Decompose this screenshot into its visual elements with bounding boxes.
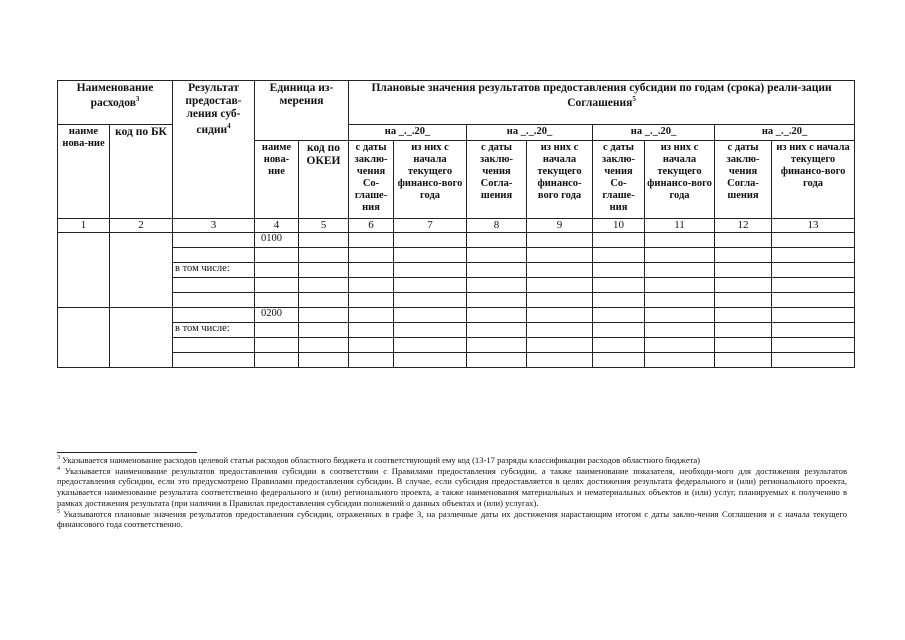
table-row (58, 323, 855, 338)
header-period-1: на _._.20_ (349, 125, 467, 141)
header-okei-code: код по ОКЕИ (299, 141, 349, 219)
footnote-5: $^5$ Указываются плановые значения результатов предоставления субсидии, отраженных в графе 3, на различные даты их достижения нарастающим итогом с даты заклю-чения Соглашения и с начала текущего финансового года соответственно. (57, 508, 847, 530)
table-cell (173, 248, 255, 263)
row-code-cell: 0100 (255, 233, 299, 248)
header-from-date-3: с даты заклю-чения Со-глаше-ния (593, 141, 645, 219)
header-period-4: на _._.20_ (715, 125, 855, 141)
header-result: Результат предостав-ления суб-сидии$^4$ (173, 81, 255, 219)
including-label: в том числе: (173, 263, 255, 278)
header-bk-code: код по БК (110, 125, 173, 219)
header-since-year-3: из них с начала текущего финансо-вого года (645, 141, 715, 219)
table-row (58, 278, 855, 293)
column-number: 3 (173, 219, 255, 233)
column-number: 2 (110, 219, 173, 233)
footnote-separator (57, 452, 197, 453)
table-cell (173, 233, 255, 248)
table-row (58, 248, 855, 263)
column-number: 7 (394, 219, 467, 233)
column-number: 4 (255, 219, 299, 233)
column-number: 5 (299, 219, 349, 233)
table-row (58, 353, 855, 368)
header-period-2: на _._.20_ (467, 125, 593, 141)
table-cell (58, 308, 110, 368)
column-number: 8 (467, 219, 527, 233)
row-code-cell: 0200 (255, 308, 299, 323)
header-expense-name: Наименование расходов$^3$ (58, 81, 173, 125)
header-since-year-4: из них с начала текущего финансо-вого года (772, 141, 855, 219)
header-since-year-2: из них с начала текущего финансо-вого года (527, 141, 593, 219)
header-plan-values: Плановые значения результатов предоставления субсидии по годам (срока) реали-зации Соглашения$^5$ (349, 81, 855, 125)
header-since-year-1: из них с начала текущего финансо-вого года (394, 141, 467, 219)
footnote-3: $^3$ Указывается наименование расходов целевой статьи расходов областного бюджета и соответствующий ему код (13-17 разряды классификации расходов областного бюджета) (57, 455, 701, 465)
header-unit: Единица из-мерения (255, 81, 349, 141)
header-name: наиме нова-ние (58, 125, 110, 219)
column-number: 13 (772, 219, 855, 233)
column-number-row (58, 219, 855, 233)
column-number: 9 (527, 219, 593, 233)
table-cell (58, 233, 110, 308)
table-row (58, 233, 855, 248)
table-cell (110, 308, 173, 368)
table-cell (173, 308, 255, 323)
table-row (58, 293, 855, 308)
column-number: 11 (645, 219, 715, 233)
header-from-date-1: с даты заклю-чения Со-глаше-ния (349, 141, 394, 219)
table-row (58, 263, 855, 278)
column-number: 6 (349, 219, 394, 233)
header-from-date-2: с даты заклю-чения Согла-шения (467, 141, 527, 219)
column-number: 10 (593, 219, 645, 233)
including-label: в том числе: (173, 323, 255, 338)
column-number: 1 (58, 219, 110, 233)
table-row (58, 308, 855, 323)
plan-values-table (57, 80, 855, 368)
footnote-4: $^4$ Указывается наименование результатов предоставления субсидии в соответствии с Правилами предоставления субсидии, а также наименование показателя, необходи-мого для достижения результатов предоставления субсидии, если это предусмотрено Правилами предоставления субсидии. В случае, если субсидия предоставляется в целях достижения результата федерального и (или) регионального проекта, указывается наименование результата соответственно федерального и (или) регионального проекта, а также наименования материальных и нематериальных объектов и (или) услуг, планируемых к получению в рамках достижения результата (при наличии в Правилах предоставления субсидии положений о данных объектах и (или) услугах). (57, 465, 847, 508)
column-number: 12 (715, 219, 772, 233)
table-row (58, 338, 855, 353)
table-cell (110, 233, 173, 308)
header-period-3: на _._.20_ (593, 125, 715, 141)
footnotes (57, 455, 847, 530)
header-from-date-4: с даты заклю-чения Согла-шения (715, 141, 772, 219)
header-unit-name: наиме нова-ние (255, 141, 299, 219)
